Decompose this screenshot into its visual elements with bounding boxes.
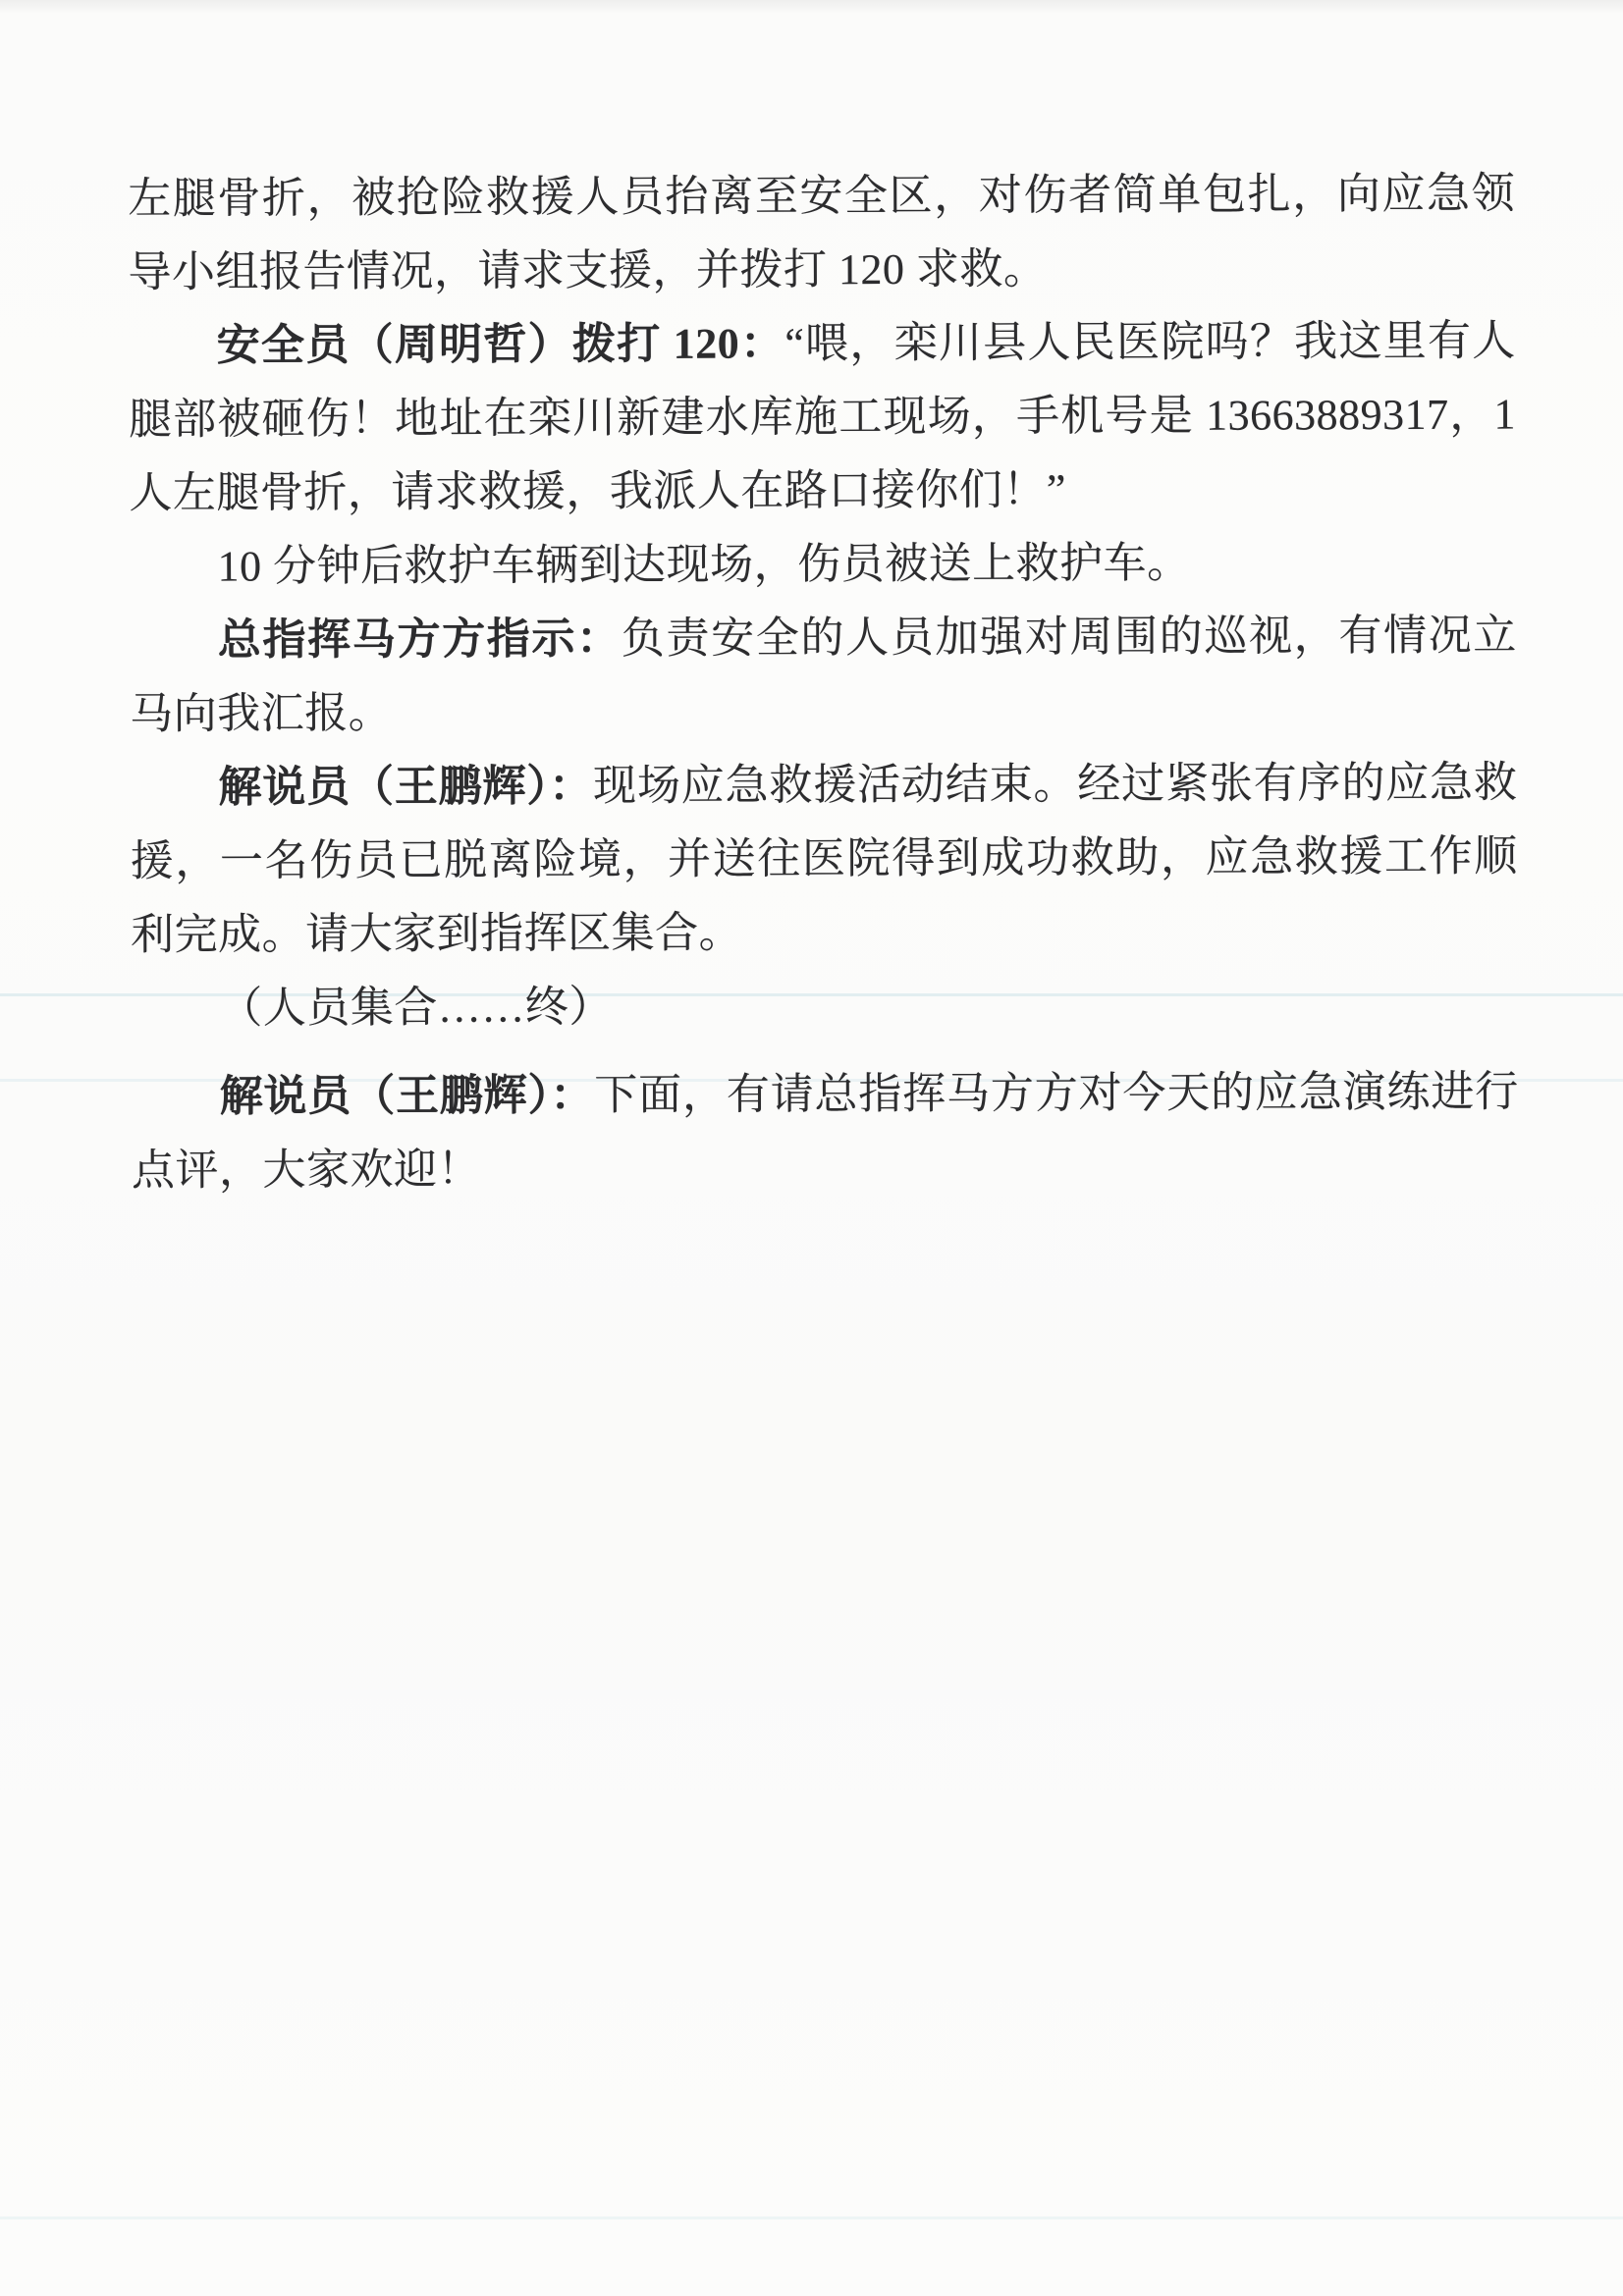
paragraph-text: 下面，有请总指挥马方方对今天的应急演练进行点评，大家欢迎！ xyxy=(131,1067,1519,1195)
paragraph-narrator-closing xyxy=(132,1055,1520,1207)
paragraph-text: 10 分钟后救护车辆到达现场，伤员被送上救护车。 xyxy=(217,538,1191,591)
paragraph-text: 现场应急救援活动结束。经过紧张有序的应急救援，一名伤员已脱离险境，并送往医院得到成功救助，应急救援工作顺利完成。请大家到指挥区集合。 xyxy=(130,758,1518,959)
document-body xyxy=(128,157,1519,1207)
paragraph-continuation xyxy=(128,157,1516,309)
paragraph-stage-direction xyxy=(131,967,1518,1045)
paragraph-ambulance-arrival xyxy=(129,525,1516,604)
speaker-label: 总指挥马方方指示： xyxy=(217,614,622,665)
paragraph-text: 左腿骨折，被抢险救援人员抬离至安全区，对伤者简单包扎，向应急领导小组报告情况，请求支援，并拨打 120 求救。 xyxy=(128,169,1516,296)
scan-edge-shadow xyxy=(0,0,1623,14)
paragraph-chief-commander-instruction xyxy=(130,599,1518,751)
speaker-label: 解说员（王鹏辉）： xyxy=(219,1071,595,1121)
speaker-label: 解说员（王鹏辉）： xyxy=(218,762,594,812)
paragraph-text: （人员集合……终） xyxy=(219,983,613,1033)
paragraph-safety-officer-call xyxy=(129,304,1517,530)
paragraph-text: “喂，栾川县人民医院吗？我这里有人腿部被砸伤！地址在栾川新建水库施工现场，手机号是 13663889317，1 人左腿骨折，请求救援，我派人在路口接你们！” xyxy=(128,316,1517,517)
paragraph-text: 负责安全的人员加强对周围的巡视，有情况立马向我汇报。 xyxy=(130,611,1517,738)
scan-artifact-line xyxy=(0,2216,1623,2219)
speaker-label: 安全员（周明哲）拨打 120： xyxy=(216,319,785,370)
paragraph-narrator-summary xyxy=(130,746,1518,972)
